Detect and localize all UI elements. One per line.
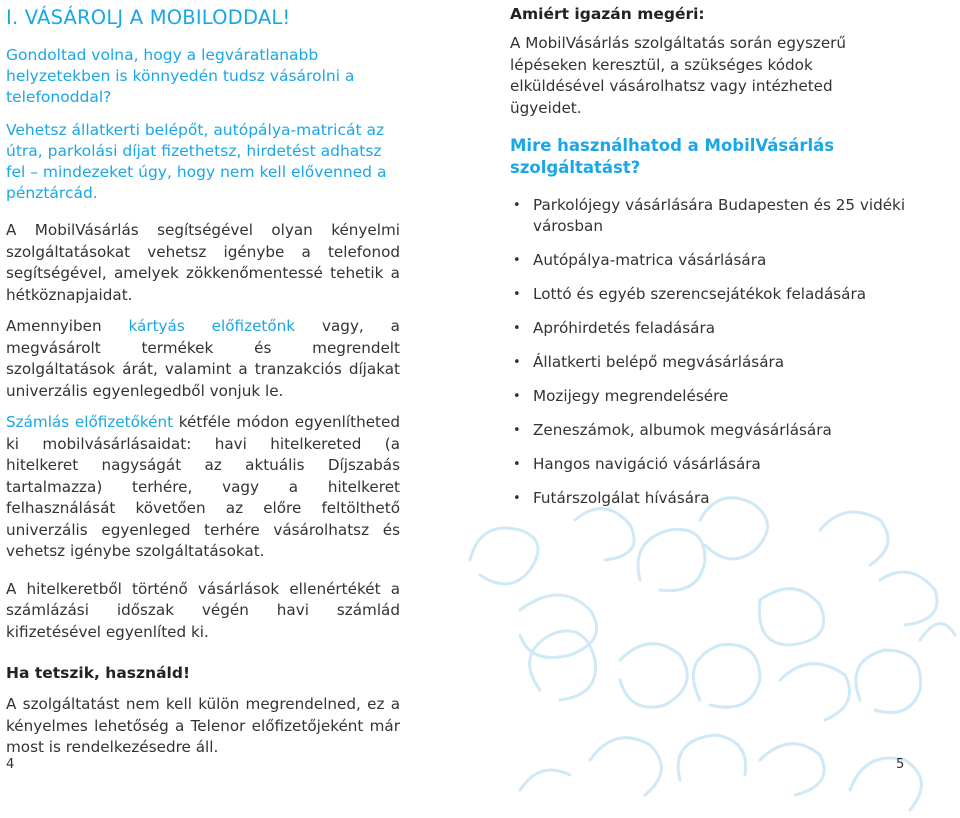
page-title: I. VÁSÁROLJ A MOBILODDAL! <box>6 6 291 29</box>
list-item <box>510 284 906 305</box>
bullet-icon: • <box>513 389 521 404</box>
postpaid-subscriber-highlight: Számlás előfizetőként <box>6 413 174 431</box>
body-paragraph-1: A MobilVásárlás segítségével olyan kényelmi szolgáltatásokat vehetsz igénybe a telefonod segítségével, amelyek zökkenőmentessé tehetik a hétköznapjaidat. <box>6 221 400 304</box>
lead-paragraph-1: Gondoltad volna, hogy a legváratlanabb helyzetekben is könnyedén tudsz vásárolni a telefonoddal? <box>6 46 355 106</box>
list-item <box>510 195 906 237</box>
right-heading: Amiért igazán megéri: <box>510 5 705 23</box>
body-paragraph-4: A hitelkeretből történő vásárlások ellenértékét a számlázási időszak végén havi számlád kifizetésével egyenlíted ki. <box>6 579 400 641</box>
bullet-icon: • <box>513 321 521 336</box>
list-item <box>510 386 906 407</box>
list-item <box>510 454 906 475</box>
page-number-right: 5 <box>896 757 905 772</box>
right-intro-paragraph: A MobilVásárlás szolgáltatás során egyszerű lépéseken keresztül, a szükséges kódok elküldésével vásárolhatsz vagy intézheted ügyeidet. <box>510 34 847 117</box>
list-item <box>510 352 906 373</box>
p2-text-a: Amennyiben <box>6 317 129 335</box>
body-paragraph-3 <box>6 412 400 563</box>
sub-heading: Ha tetszik, használd! <box>6 664 191 682</box>
body-paragraph-5: A szolgáltatást nem kell külön megrendelned, ez a kényelmes lehetőség a Telenor előfizetőjeként már most is rendelkezésedre áll. <box>6 695 400 756</box>
list-item-label: Apróhirdetés feladására <box>533 319 716 337</box>
list-item <box>510 420 906 441</box>
body-paragraph-2 <box>6 316 400 402</box>
prepaid-subscriber-highlight: kártyás előfizetőnk <box>128 317 296 335</box>
left-page <box>6 0 400 759</box>
right-page <box>510 0 906 522</box>
list-item-label: Parkolójegy vásárlására Budapesten és 25 vidéki városban <box>533 196 906 235</box>
bullet-icon: • <box>513 287 521 302</box>
usage-question-heading: Mire használhatod a MobilVásárlás szolgáltatást? <box>510 136 835 177</box>
bullet-icon: • <box>513 198 521 213</box>
list-item <box>510 488 906 509</box>
list-item-label: Futárszolgálat hívására <box>533 489 710 507</box>
list-item-label: Autópálya-matrica vásárlására <box>533 251 767 269</box>
list-item <box>510 250 906 271</box>
page-number-left: 4 <box>6 757 15 772</box>
bullet-icon: • <box>513 253 521 268</box>
bullet-icon: • <box>513 457 521 472</box>
list-item-label: Állatkerti belépő megvásárlására <box>533 353 785 371</box>
bullet-icon: • <box>513 491 521 506</box>
bullet-icon: • <box>513 423 521 438</box>
p2-text-b: vagy, a megvásárolt termékek és megrendelt szolgáltatások árát, valamint a tranzakciós díjakat univerzális egyenlegedből vonjuk le. <box>6 317 400 400</box>
p3-text-b: kétféle módon egyenlítheted ki mobilvásárlásaidat: havi hitelkereted (a hitelkeret nagyságát az aktuális Díjszabás tartalmazza) terhére, vagy a hitelkeret felhasználását követően az előre feltölthető univerzális egyenleged terhére vásárolhatsz és vehetsz igénybe szolgáltatásokat. <box>6 413 400 560</box>
bullet-icon: • <box>513 355 521 370</box>
usage-list <box>510 195 906 509</box>
list-item-label: Hangos navigáció vásárlására <box>533 455 761 473</box>
list-item-label: Zeneszámok, albumok megvásárlására <box>533 421 832 439</box>
list-item-label: Mozijegy megrendelésére <box>533 387 729 405</box>
lead-paragraph-2: Vehetsz állatkerti belépőt, autópálya-matricát az útra, parkolási díjat fizethetsz, hirdetést adhatsz fel – mindezeket úgy, hogy nem kell elővenned a pénztárcád. <box>6 121 387 202</box>
list-item-label: Lottó és egyéb szerencsejátékok feladására <box>533 285 867 303</box>
list-item <box>510 318 906 339</box>
